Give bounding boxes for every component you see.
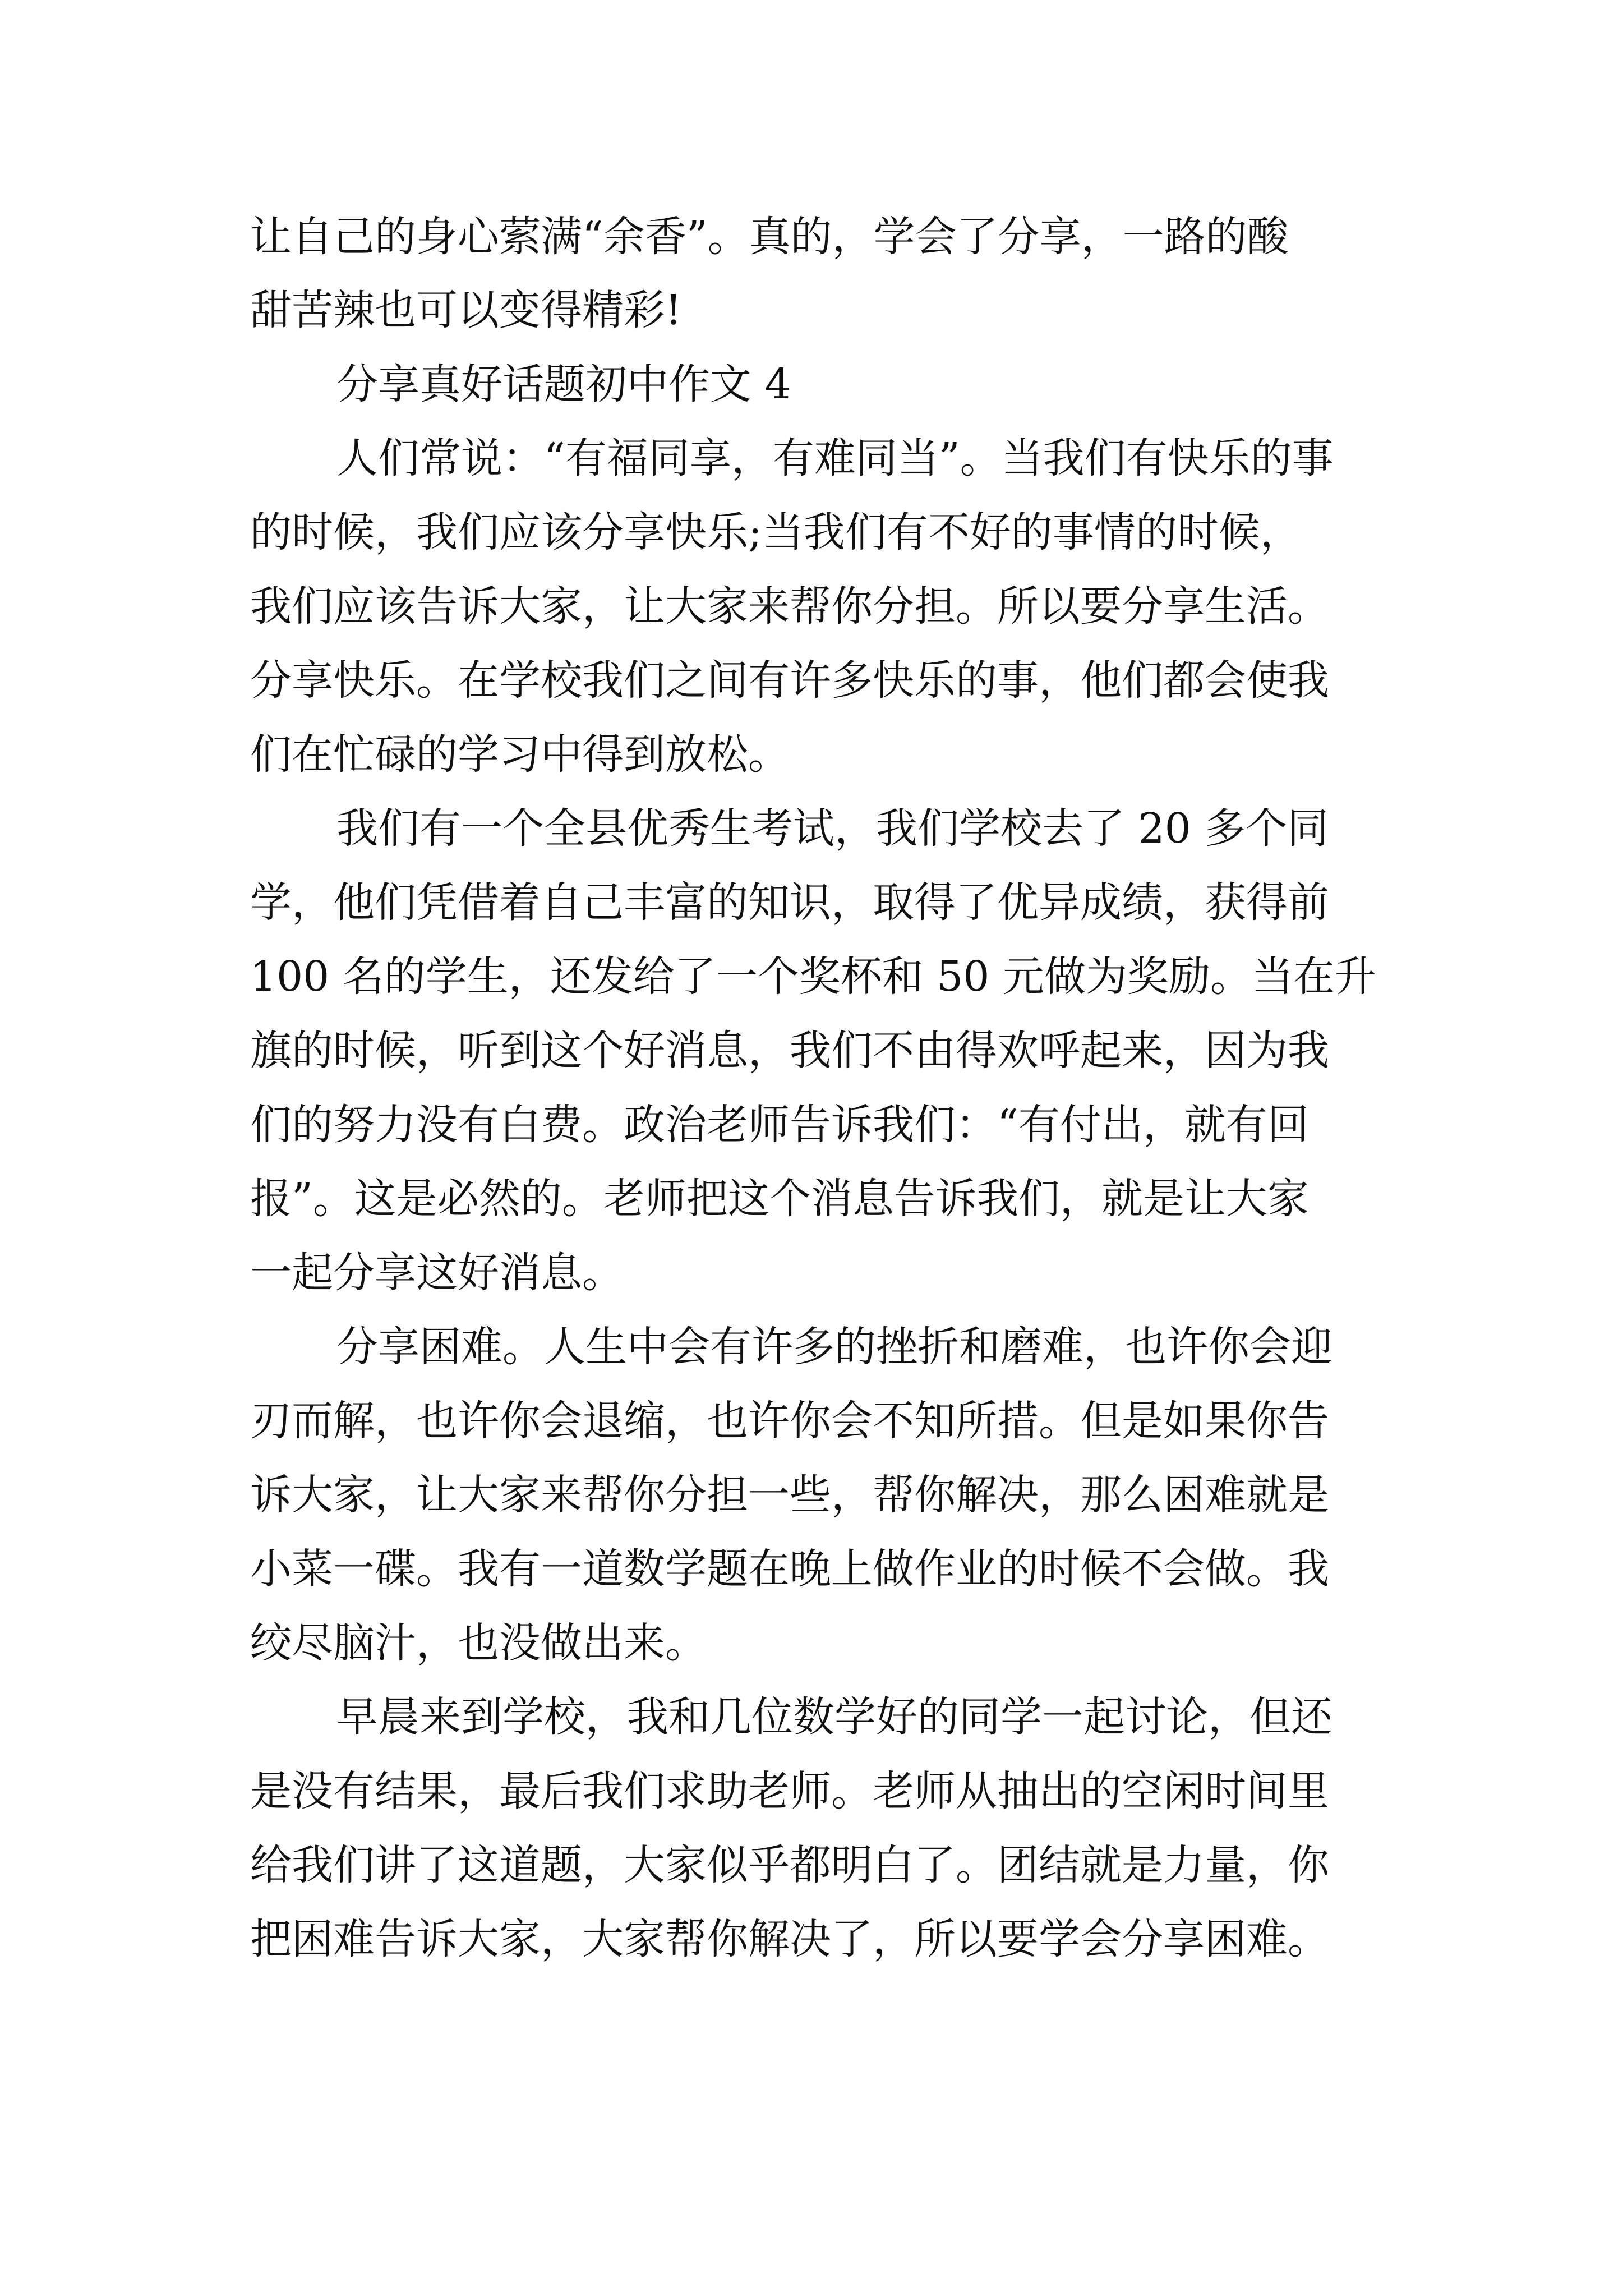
text-line: 刃而解，也许你会退缩，也许你会不知所措。但是如果你告 — [250, 1397, 1329, 1445]
text-line: 早晨来到学校，我和几位数学好的同学一起讨论，但还 — [336, 1693, 1332, 1741]
text-line: 学，他们凭借着自己丰富的知识，取得了优异成绩，获得前 — [250, 878, 1329, 927]
text-line: 是没有结果，最后我们求助老师。老师从抽出的空闲时间里 — [250, 1767, 1329, 1815]
text-line: 人们常说：“有福同享，有难同当”。当我们有快乐的事 — [336, 434, 1334, 482]
text-line: 小菜一碟。我有一道数学题在晚上做作业的时候不会做。我 — [250, 1545, 1329, 1593]
text-line: 我们有一个全县优秀生考试，我们学校去了 20 多个同 — [336, 804, 1329, 853]
text-line: 一起分享这好消息。 — [250, 1249, 624, 1297]
text-line: 甜苦辣也可以变得精彩! — [250, 286, 682, 334]
text-line: 分享快乐。在学校我们之间有许多快乐的事，他们都会使我 — [250, 656, 1329, 705]
text-line: 100 名的学生，还发给了一个奖杯和 50 元做为奖励。当在升 — [250, 953, 1376, 1001]
text-line: 绞尽脑汁，也没做出来。 — [250, 1619, 707, 1667]
text-line: 诉大家，让大家来帮你分担一些，帮你解决，那么困难就是 — [250, 1471, 1329, 1519]
section-heading: 分享真好话题初中作文 4 — [336, 360, 791, 408]
text-line: 把困难告诉大家，大家帮你解决了，所以要学会分享困难。 — [250, 1915, 1329, 1963]
text-line: 分享困难。人生中会有许多的挫折和磨难，也许你会迎 — [336, 1323, 1332, 1371]
text-line: 们在忙碌的学习中得到放松。 — [250, 730, 790, 779]
text-line: 报”。这是必然的。老师把这个消息告诉我们，就是让大家 — [250, 1175, 1309, 1223]
text-line: 给我们讲了这道题，大家似乎都明白了。团结就是力量，你 — [250, 1841, 1329, 1889]
text-line: 的时候，我们应该分享快乐;当我们有不好的事情的时候， — [250, 508, 1302, 556]
text-line: 们的努力没有白费。政治老师告诉我们：“有付出，就有回 — [250, 1101, 1309, 1149]
text-line: 我们应该告诉大家，让大家来帮你分担。所以要分享生活。 — [250, 582, 1329, 631]
text-line: 让自己的身心萦满“余香”。真的，学会了分享，一路的酸 — [250, 213, 1289, 261]
text-line: 旗的时候，听到这个好消息，我们不由得欢呼起来，因为我 — [250, 1027, 1329, 1075]
